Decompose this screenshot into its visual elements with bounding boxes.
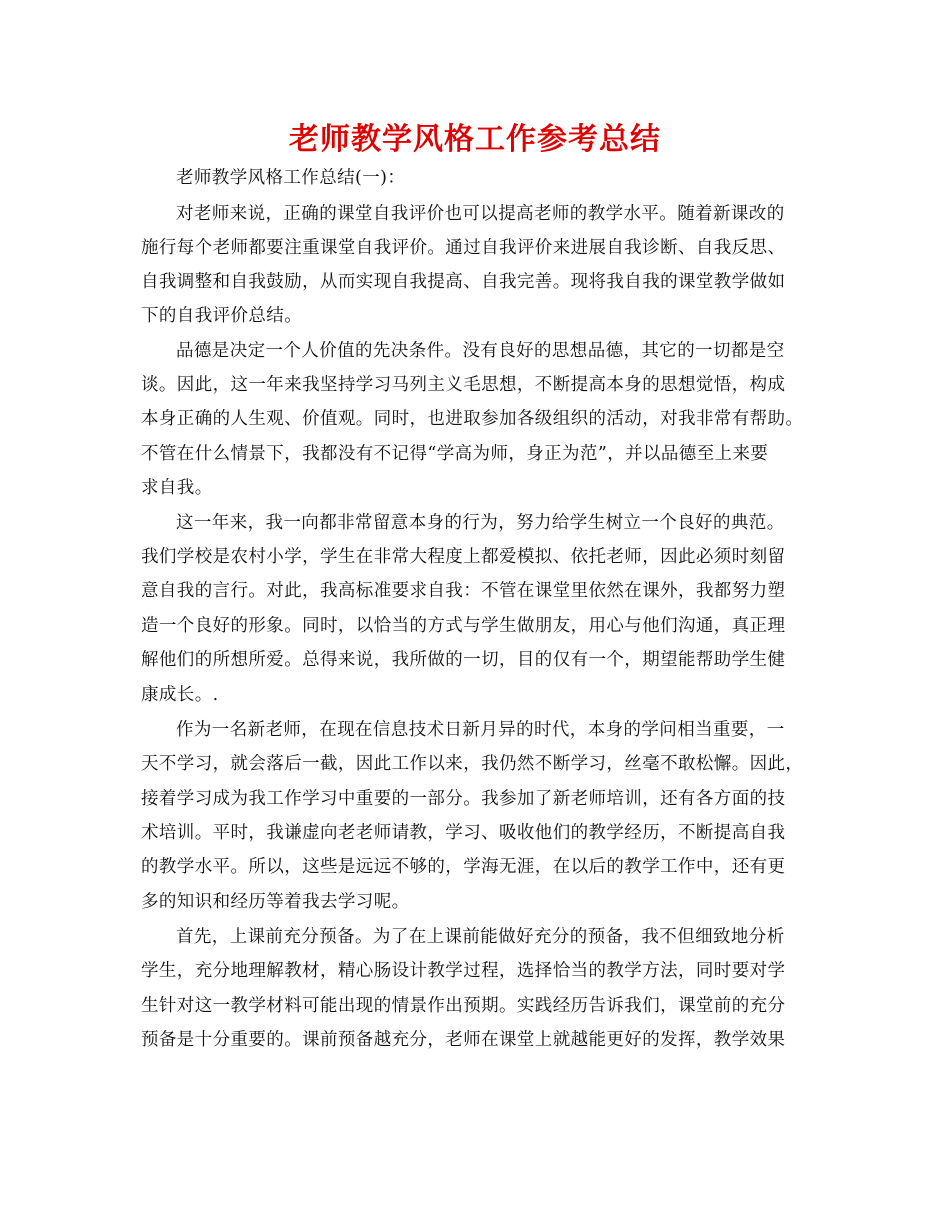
text-line: 造一个良好的形象。同时，以恰当的方式与学生做朋友，用心与他们沟通，真正理 [141,616,786,636]
text-line: 下的自我评价总结。 [141,306,303,326]
text-line: 康成长。. [141,685,219,705]
text-line: 首先，上课前充分预备。为了在上课前能做好充分的预备，我不但细致地分析 [176,927,785,947]
text-line: 的教学水平。所以，这些是远远不够的，学海无涯，在以后的教学工作中，还有更 [141,857,786,877]
text-line: 术培训。平时，我谦虚向老老师请教，学习、吸收他们的教学经历，不断提高自我 [141,823,786,843]
text-line: 谈。因此，这一年来我坚持学习马列主义毛思想，不断提高本身的思想觉悟，构成 [141,375,786,395]
text-line: 天不学习，就会落后一截，因此工作以来，我仍然不断学习，丝毫不敢松懈。因此， [141,754,804,774]
text-line: 不管在什么情景下，我都没有不记得“学高为师，身正为范”，并以品德至上来要 [141,444,769,464]
text-line: 学生，充分地理解教材，精心肠设计教学过程，选择恰当的教学方法，同时要对学 [141,961,786,981]
text-line: 对老师来说，正确的课堂自我评价也可以提高老师的教学水平。随着新课改的 [176,204,785,224]
document-title: 老师教学风格工作参考总结 [289,122,661,157]
text-line: 作为一名新老师，在现在信息技术日新月异的时代，本身的学问相当重要，一 [176,720,785,740]
text-line: 解他们的所想所爱。总得来说，我所做的一切，目的仅有一个，期望能帮助学生健 [141,650,786,670]
text-line: 自我调整和自我鼓励，从而实现自我提高、自我完善。现将我自我的课堂教学做如 [141,272,786,292]
text-line: 品德是决定一个人价值的先决条件。没有良好的思想品德，其它的一切都是空 [176,341,785,361]
text-line: 我们学校是农村小学，学生在非常大程度上都爱模拟、依托老师，因此必须时刻留 [141,547,786,567]
text-line: 求自我。 [141,478,213,498]
text-line: 预备是十分重要的。课前预备越充分，老师在课堂上就越能更好的发挥，教学效果 [141,1030,786,1050]
text-line: 本身正确的人生观、价值观。同时，也进取参加各级组织的活动，对我非常有帮助。 [141,409,804,429]
text-line: 意自我的言行。对此，我高标准要求自我：不管在课堂里依然在课外，我都努力塑 [141,581,786,601]
text-line: 多的知识和经历等着我去学习呢。 [141,892,410,912]
section-heading: 老师教学风格工作总结(一)： [176,168,406,188]
text-line: 接着学习成为我工作学习中重要的一部分。我参加了新老师培训，还有各方面的技 [141,789,786,809]
text-line: 施行每个老师都要注重课堂自我评价。通过自我评价来进展自我诊断、自我反思、 [141,238,786,258]
text-line: 这一年来，我一向都非常留意本身的行为，努力给学生树立一个良好的典范。 [176,513,785,533]
text-line: 生针对这一教学材料可能出现的情景作出预期。实践经历告诉我们，课堂前的充分 [141,996,786,1016]
